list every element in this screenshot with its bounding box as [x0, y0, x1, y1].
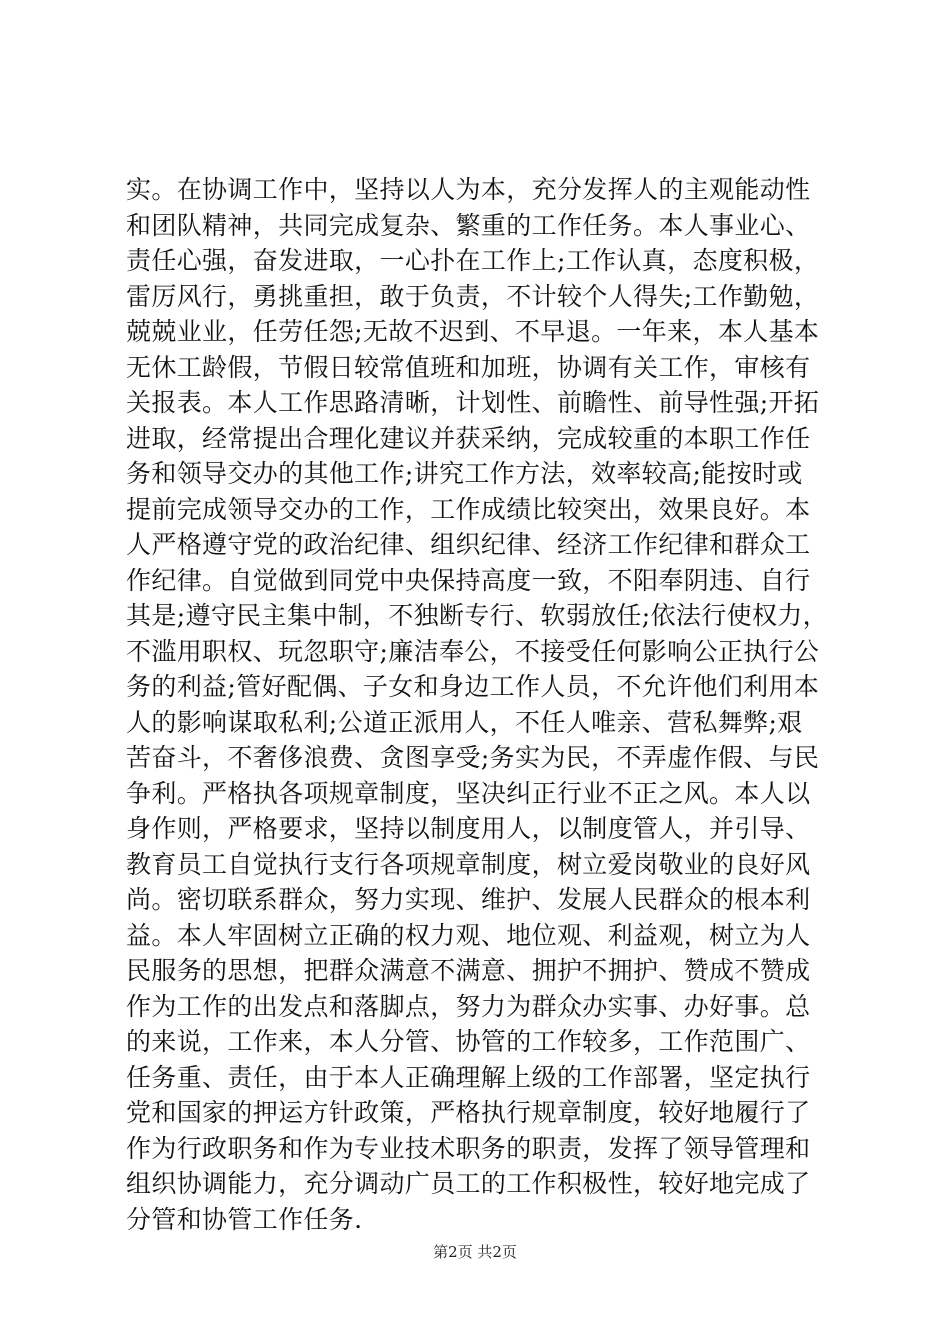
body-paragraph	[126, 172, 826, 1237]
text-line: 不滥用职权、玩忽职守;廉洁奉公，不接受任何影响公正执行公	[126, 636, 820, 666]
text-line: 争利。严格执各项规章制度，坚决纠正行业不正之风。本人以	[126, 778, 811, 808]
text-line: 人严格遵守党的政治纪律、组织纪律、经济工作纪律和群众工	[126, 530, 811, 559]
text-line: 教育员工自觉执行支行各项规章制度，树立爱岗敬业的良好风	[126, 849, 811, 879]
text-line: 尚。密切联系群众，努力实现、维护、发展人民群众的根本利	[126, 885, 811, 914]
text-line: 益。本人牢固树立正确的权力观、地位观、利益观，树立为人	[126, 920, 811, 950]
text-line: 身作则，严格要求，坚持以制度用人，以制度管人，并引导、	[126, 814, 811, 843]
text-line: 人的影响谋取私利;公道正派用人，不任人唯亲、营私舞弊;艰	[126, 707, 803, 737]
text-line: 作为工作的出发点和落脚点，努力为群众办实事、办好事。总	[126, 991, 811, 1021]
text-line: 苦奋斗，不奢侈浪费、贪图享受;务实为民，不弄虚作假、与民	[126, 743, 820, 772]
text-line: 责任心强，奋发进取，一心扑在工作上;工作认真，态度积极，	[126, 246, 820, 275]
text-line: 提前完成领导交办的工作，工作成绩比较突出，效果良好。本	[126, 494, 811, 524]
page-footer: 第2页 共2页	[433, 1243, 517, 1261]
text-line: 任务重、责任，由于本人正确理解上级的工作部署，坚定执行	[126, 1062, 811, 1092]
text-line: 务和领导交办的其他工作;讲究工作方法，效率较高;能按时或	[126, 459, 803, 488]
text-line: 作为行政职务和作为专业技术职务的职责，发挥了领导管理和	[126, 1133, 811, 1163]
text-line: 民服务的思想，把群众满意不满意、拥护不拥护、赞成不赞成	[126, 956, 811, 985]
text-line: 无休工龄假，节假日较常值班和加班，协调有关工作，审核有	[126, 352, 811, 382]
text-line: 关报表。本人工作思路清晰，计划性、前瞻性、前导性强;开拓	[126, 388, 820, 417]
text-line: 实。在协调工作中，坚持以人为本，充分发挥人的主观能动性	[126, 175, 811, 204]
text-line: 的来说，工作来，本人分管、协管的工作较多，工作范围广、	[126, 1027, 811, 1056]
text-line: 组织协调能力，充分调动广员工的工作积极性，较好地完成了	[126, 1169, 811, 1198]
text-line: 分管和协管工作任务.	[126, 1204, 363, 1234]
text-line: 兢兢业业，任劳任怨;无故不迟到、不早退。一年来，本人基本	[126, 317, 820, 346]
text-line: 作纪律。自觉做到同党中央保持高度一致，不阳奉阴违、自行	[126, 565, 811, 595]
text-line: 务的利益;管好配偶、子女和身边工作人员，不允许他们利用本	[126, 672, 820, 701]
text-line: 和团队精神，共同完成复杂、繁重的工作任务。本人事业心、	[126, 210, 811, 240]
text-line: 其是;遵守民主集中制，不独断专行、软弱放任;依法行使权力，	[126, 601, 828, 630]
text-line: 雷厉风行，勇挑重担，敢于负责，不计较个人得失;工作勤勉，	[126, 281, 820, 311]
text-line: 进取，经常提出合理化建议并获采纳，完成较重的本职工作任	[126, 423, 811, 453]
text-line: 党和国家的押运方针政策，严格执行规章制度，较好地履行了	[126, 1098, 811, 1127]
